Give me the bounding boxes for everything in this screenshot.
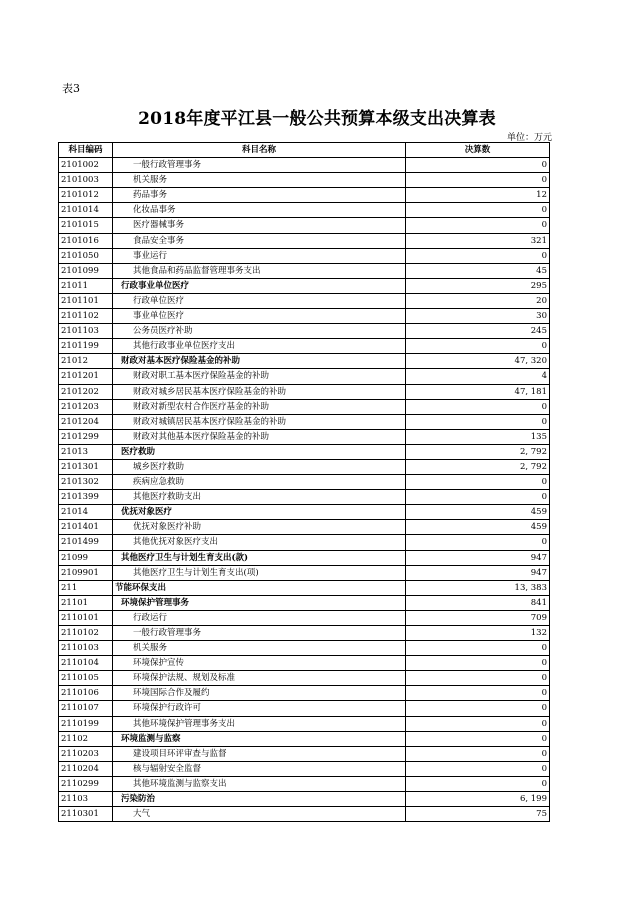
subject-name: 环境保护法规、规划及标准 [113, 671, 406, 686]
table-row [59, 188, 550, 203]
table-row [59, 384, 550, 399]
subject-code: 2101012 [59, 188, 113, 203]
subject-name: 机关服务 [113, 173, 406, 188]
subject-code: 21101 [59, 595, 113, 610]
subject-code: 2110299 [59, 776, 113, 791]
table-row [59, 641, 550, 656]
subject-code: 2101099 [59, 263, 113, 278]
table-row [59, 686, 550, 701]
subject-code: 2110199 [59, 716, 113, 731]
subject-name: 财政对城乡居民基本医疗保险基金的补助 [113, 384, 406, 399]
table-row [59, 218, 550, 233]
final-amount: 2, 792 [406, 444, 550, 459]
final-amount: 20 [406, 293, 550, 308]
final-amount: 0 [406, 248, 550, 263]
subject-name: 财政对城镇居民基本医疗保险基金的补助 [113, 414, 406, 429]
subject-name: 其他行政事业单位医疗支出 [113, 339, 406, 354]
unit-label: 单位：万元 [506, 133, 552, 143]
table-row [59, 309, 550, 324]
final-amount: 132 [406, 626, 550, 641]
subject-name: 财政对职工基本医疗保险基金的补助 [113, 369, 406, 384]
table-row [59, 520, 550, 535]
subject-code: 21012 [59, 354, 113, 369]
subject-code: 2101399 [59, 490, 113, 505]
subject-name: 行政单位医疗 [113, 293, 406, 308]
table-row [59, 475, 550, 490]
final-amount: 47, 320 [406, 354, 550, 369]
table-row [59, 776, 550, 791]
subject-code: 2110105 [59, 671, 113, 686]
table-row [59, 792, 550, 807]
final-amount: 947 [406, 550, 550, 565]
final-amount: 6, 199 [406, 792, 550, 807]
table-row [59, 459, 550, 474]
subject-code: 2101199 [59, 339, 113, 354]
subject-name: 行政事业单位医疗 [113, 278, 406, 293]
table-label: 表3 [62, 82, 80, 95]
final-amount: 459 [406, 520, 550, 535]
header-name: 科目名称 [113, 143, 406, 158]
subject-name: 环境保护宣传 [113, 656, 406, 671]
final-amount: 47, 181 [406, 384, 550, 399]
table-row [59, 761, 550, 776]
header-row [59, 143, 550, 158]
subject-code: 2110101 [59, 610, 113, 625]
subject-name: 食品安全事务 [113, 233, 406, 248]
final-amount: 0 [406, 761, 550, 776]
table-row [59, 701, 550, 716]
subject-code: 2101016 [59, 233, 113, 248]
subject-name: 其他医疗卫生与计划生育支出(项) [113, 565, 406, 580]
subject-code: 21103 [59, 792, 113, 807]
subject-code: 2101299 [59, 429, 113, 444]
table-row [59, 656, 550, 671]
subject-code: 2101204 [59, 414, 113, 429]
table-row [59, 158, 550, 173]
subject-name: 其他食品和药品监督管理事务支出 [113, 263, 406, 278]
subject-code: 21014 [59, 505, 113, 520]
subject-name: 环境保护行政许可 [113, 701, 406, 716]
header-code: 科目编码 [59, 143, 113, 158]
page-title: 2018年度平江县一般公共预算本级支出决算表 [138, 109, 496, 129]
subject-code: 2101201 [59, 369, 113, 384]
subject-name: 医疗器械事务 [113, 218, 406, 233]
final-amount: 0 [406, 490, 550, 505]
table-body [59, 158, 550, 822]
subject-name: 节能环保支出 [113, 580, 406, 595]
table-row [59, 173, 550, 188]
subject-code: 2110301 [59, 807, 113, 822]
final-amount: 245 [406, 324, 550, 339]
final-amount: 0 [406, 731, 550, 746]
table-row [59, 369, 550, 384]
expenditure-table [58, 142, 550, 822]
subject-code: 2101101 [59, 293, 113, 308]
table-row [59, 807, 550, 822]
subject-code: 2110102 [59, 626, 113, 641]
subject-code: 2101102 [59, 309, 113, 324]
subject-code: 2101301 [59, 459, 113, 474]
subject-name: 财政对其他基本医疗保险基金的补助 [113, 429, 406, 444]
subject-name: 优抚对象医疗补助 [113, 520, 406, 535]
table-row [59, 414, 550, 429]
table-row [59, 746, 550, 761]
subject-name: 公务员医疗补助 [113, 324, 406, 339]
table-row [59, 399, 550, 414]
table-row [59, 731, 550, 746]
final-amount: 295 [406, 278, 550, 293]
subject-name: 医疗救助 [113, 444, 406, 459]
subject-code: 2110106 [59, 686, 113, 701]
table-row [59, 535, 550, 550]
final-amount: 13, 383 [406, 580, 550, 595]
subject-name: 财政对新型农村合作医疗基金的补助 [113, 399, 406, 414]
subject-name: 核与辐射安全监督 [113, 761, 406, 776]
table-row [59, 324, 550, 339]
final-amount: 0 [406, 173, 550, 188]
final-amount: 12 [406, 188, 550, 203]
subject-code: 2110103 [59, 641, 113, 656]
final-amount: 0 [406, 716, 550, 731]
final-amount: 0 [406, 671, 550, 686]
table-row [59, 610, 550, 625]
subject-code: 2110107 [59, 701, 113, 716]
subject-name: 环境监测与监察 [113, 731, 406, 746]
final-amount: 2, 792 [406, 459, 550, 474]
subject-name: 一般行政管理事务 [113, 158, 406, 173]
final-amount: 841 [406, 595, 550, 610]
final-amount: 0 [406, 776, 550, 791]
subject-name: 环境保护管理事务 [113, 595, 406, 610]
final-amount: 947 [406, 565, 550, 580]
subject-name: 一般行政管理事务 [113, 626, 406, 641]
table-row [59, 595, 550, 610]
subject-code: 2101002 [59, 158, 113, 173]
final-amount: 75 [406, 807, 550, 822]
subject-name: 其他医疗救助支出 [113, 490, 406, 505]
final-amount: 0 [406, 746, 550, 761]
final-amount: 0 [406, 158, 550, 173]
table-row [59, 716, 550, 731]
subject-code: 2101202 [59, 384, 113, 399]
table-row [59, 233, 550, 248]
subject-code: 21013 [59, 444, 113, 459]
subject-code: 2110204 [59, 761, 113, 776]
table-row [59, 580, 550, 595]
subject-name: 环境国际合作及履约 [113, 686, 406, 701]
table-row [59, 203, 550, 218]
table-row [59, 444, 550, 459]
subject-name: 优抚对象医疗 [113, 505, 406, 520]
final-amount: 45 [406, 263, 550, 278]
final-amount: 0 [406, 701, 550, 716]
subject-name: 药品事务 [113, 188, 406, 203]
final-amount: 321 [406, 233, 550, 248]
subject-code: 2110104 [59, 656, 113, 671]
subject-name: 其他优抚对象医疗支出 [113, 535, 406, 550]
table-row [59, 505, 550, 520]
final-amount: 0 [406, 535, 550, 550]
subject-code: 211 [59, 580, 113, 595]
header-amount: 决算数 [406, 143, 550, 158]
table-row [59, 671, 550, 686]
table-row [59, 626, 550, 641]
subject-code: 2101015 [59, 218, 113, 233]
subject-name: 其他医疗卫生与计划生育支出(款) [113, 550, 406, 565]
subject-name: 建设项目环评审查与监督 [113, 746, 406, 761]
final-amount: 0 [406, 399, 550, 414]
table-row [59, 293, 550, 308]
table-row [59, 263, 550, 278]
table-row [59, 339, 550, 354]
subject-name: 事业单位医疗 [113, 309, 406, 324]
subject-code: 2101050 [59, 248, 113, 263]
subject-code: 21102 [59, 731, 113, 746]
table-row [59, 550, 550, 565]
table-row [59, 490, 550, 505]
table-row [59, 278, 550, 293]
table-row [59, 354, 550, 369]
subject-name: 机关服务 [113, 641, 406, 656]
final-amount: 0 [406, 414, 550, 429]
subject-name: 其他环境监测与监察支出 [113, 776, 406, 791]
final-amount: 709 [406, 610, 550, 625]
subject-code: 2101003 [59, 173, 113, 188]
final-amount: 4 [406, 369, 550, 384]
table-row [59, 565, 550, 580]
final-amount: 0 [406, 218, 550, 233]
subject-code: 2101203 [59, 399, 113, 414]
subject-name: 城乡医疗救助 [113, 459, 406, 474]
subject-code: 21099 [59, 550, 113, 565]
final-amount: 30 [406, 309, 550, 324]
table-row [59, 248, 550, 263]
subject-name: 疾病应急救助 [113, 475, 406, 490]
subject-code: 2101302 [59, 475, 113, 490]
subject-code: 2101401 [59, 520, 113, 535]
subject-name: 行政运行 [113, 610, 406, 625]
subject-name: 大气 [113, 807, 406, 822]
subject-code: 2101014 [59, 203, 113, 218]
subject-code: 2101499 [59, 535, 113, 550]
final-amount: 0 [406, 686, 550, 701]
final-amount: 0 [406, 475, 550, 490]
subject-name: 财政对基本医疗保险基金的补助 [113, 354, 406, 369]
subject-code: 2110203 [59, 746, 113, 761]
final-amount: 0 [406, 203, 550, 218]
final-amount: 0 [406, 656, 550, 671]
subject-name: 事业运行 [113, 248, 406, 263]
subject-name: 污染防治 [113, 792, 406, 807]
subject-code: 2109901 [59, 565, 113, 580]
subject-code: 21011 [59, 278, 113, 293]
final-amount: 135 [406, 429, 550, 444]
final-amount: 459 [406, 505, 550, 520]
subject-code: 2101103 [59, 324, 113, 339]
table-row [59, 429, 550, 444]
subject-name: 其他环境保护管理事务支出 [113, 716, 406, 731]
final-amount: 0 [406, 641, 550, 656]
subject-name: 化妆品事务 [113, 203, 406, 218]
final-amount: 0 [406, 339, 550, 354]
